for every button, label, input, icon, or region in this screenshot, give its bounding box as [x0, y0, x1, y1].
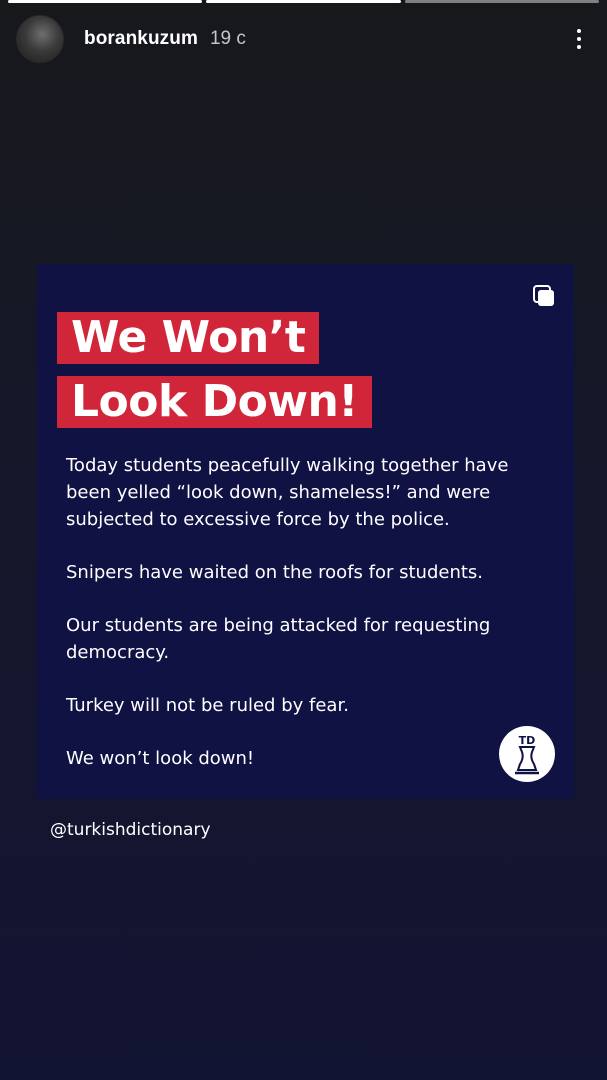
progress-segment — [8, 0, 202, 3]
carousel-icon — [532, 284, 556, 308]
mention-handle[interactable]: @turkishdictionary — [50, 820, 211, 840]
timestamp: 19 с — [209, 28, 246, 49]
post-paragraph: We won’t look down! — [66, 748, 255, 769]
story-header — [16, 14, 591, 64]
logo-text: TD — [518, 734, 536, 747]
post-paragraph: Snipers have waited on the roofs for students. — [66, 562, 484, 583]
post-paragraph: Today students peacefully walking together have been yelled “look down, shameless!” and were subjected to excessive force by the police. — [66, 455, 509, 530]
post-paragraph: Our students are being attacked for requesting democracy. — [66, 615, 491, 663]
username[interactable]: borankuzum — [84, 28, 198, 49]
avatar[interactable] — [16, 15, 64, 63]
headline-line-2: Look Down! — [57, 376, 372, 428]
post-paragraph: Turkey will not be ruled by fear. — [66, 695, 349, 716]
td-logo-icon — [499, 726, 555, 782]
shared-post[interactable] — [37, 264, 574, 799]
progress-segment — [206, 0, 400, 3]
more-vertical-icon[interactable] — [567, 24, 591, 54]
progress-segment — [405, 0, 599, 3]
post-headline — [57, 312, 372, 428]
headline-line-1: We Won’t — [57, 312, 319, 364]
story-progress — [8, 0, 599, 4]
post-body — [66, 452, 536, 798]
